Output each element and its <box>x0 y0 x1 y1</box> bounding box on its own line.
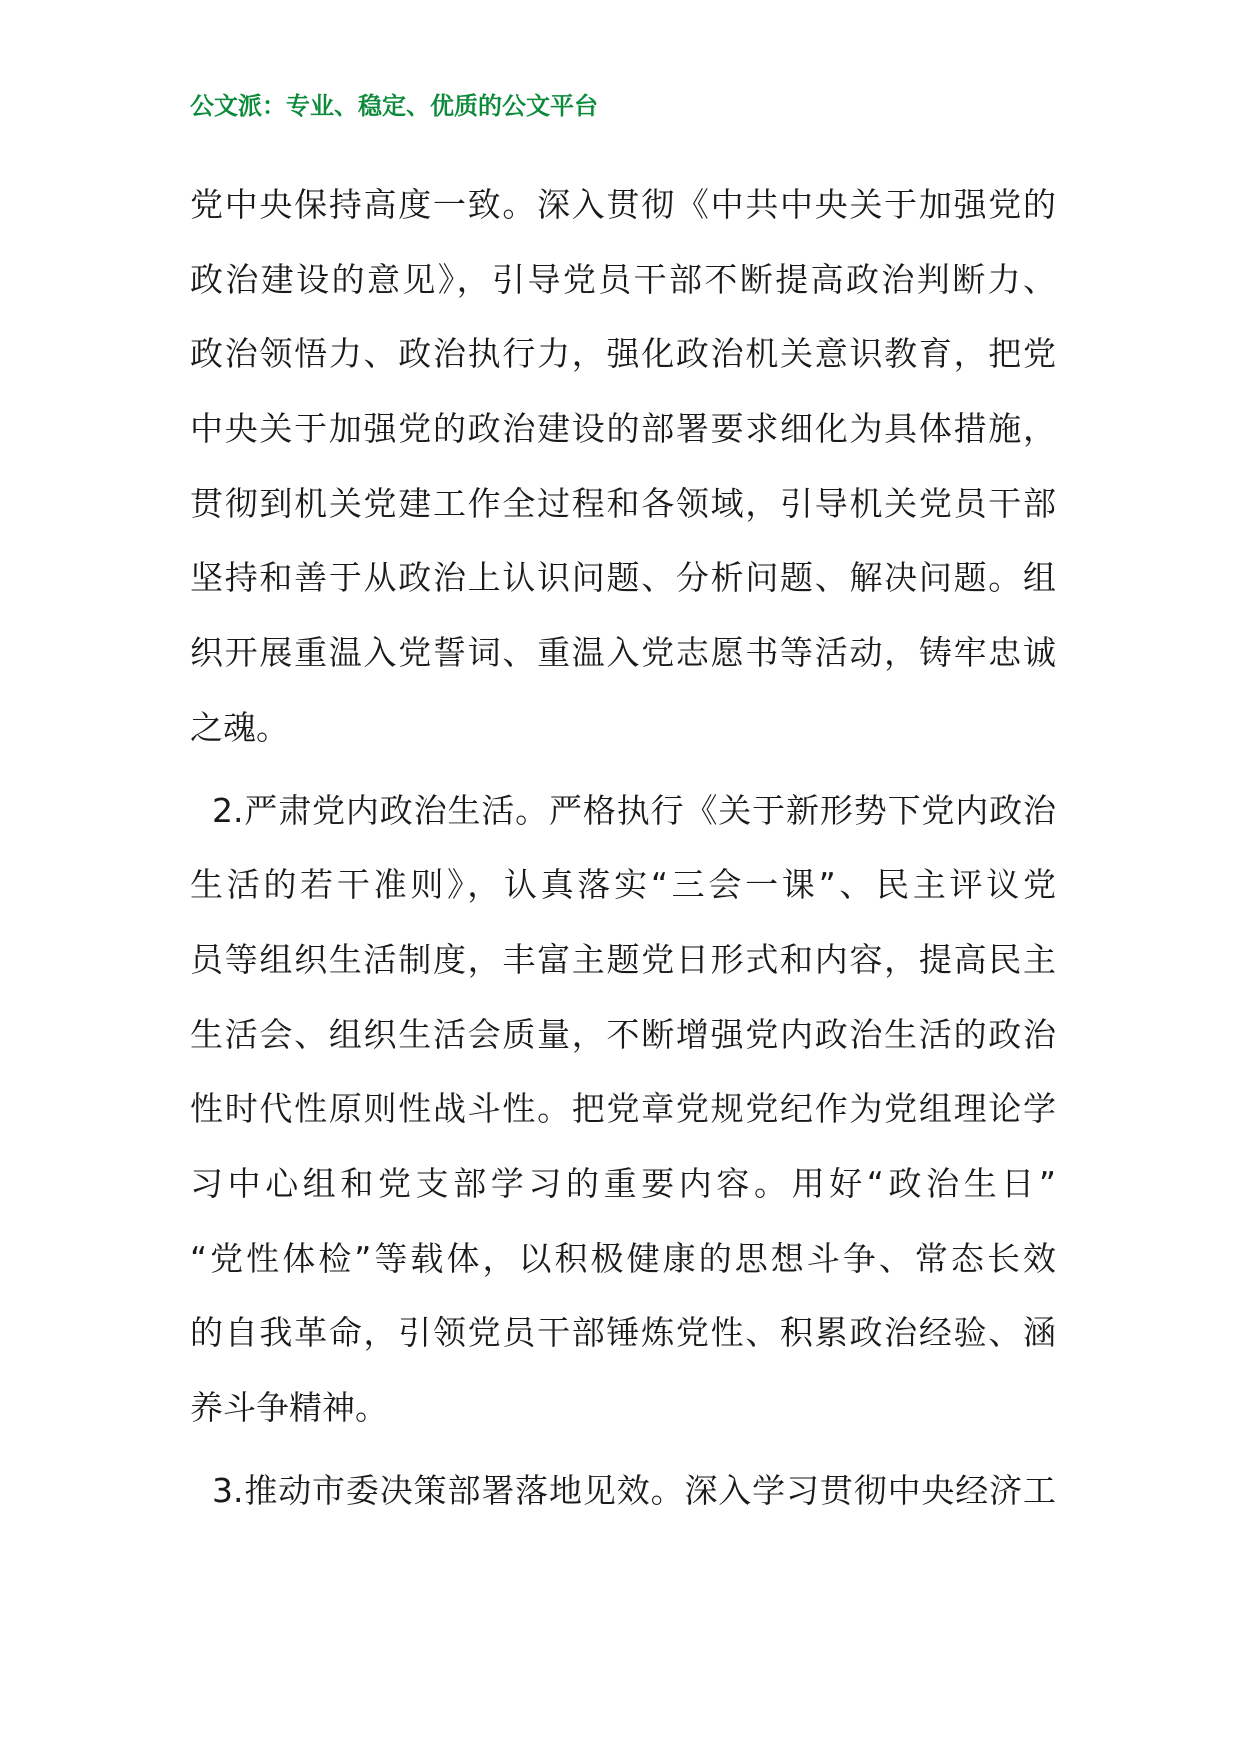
text-line: 的自我革命，引领党员干部锤炼党性、积累政治经验、涵 <box>190 1313 1056 1353</box>
header-watermark-text: 公文派：专业、稳定、优质的公文平台 <box>190 91 598 120</box>
text-line: 中央关于加强党的政治建设的部署要求细化为具体措施， <box>190 409 1056 449</box>
paragraph-1 <box>190 168 1056 766</box>
text-line: 党中央保持高度一致。深入贯彻《中共中央关于加强党的 <box>190 185 1056 224</box>
text-line: 坚持和善于从政治上认识问题、分析问题、解决问题。组 <box>190 558 1056 598</box>
body-text <box>190 168 1056 1528</box>
text-line: 员等组织生活制度，丰富主题党日形式和内容，提高民主 <box>190 939 1056 979</box>
paragraph-2 <box>190 774 1056 1446</box>
text-line: “党性体检”等载体，以积极健康的思想斗争、常态长效 <box>190 1238 1056 1278</box>
paragraph-3 <box>190 1454 1056 1529</box>
text-line: 2.严肃党内政治生活。严格执行《关于新形势下党内政治 <box>212 790 1056 830</box>
text-line: 生活会、组织生活会质量，不断增强党内政治生活的政治 <box>190 1014 1056 1054</box>
text-line: 政治领悟力、政治执行力，强化政治机关意识教育，把党 <box>190 334 1056 374</box>
text-line: 织开展重温入党誓词、重温入党志愿书等活动，铸牢忠诚 <box>190 633 1056 673</box>
text-line: 贯彻到机关党建工作全过程和各领域，引导机关党员干部 <box>190 483 1056 523</box>
text-line: 习中心组和党支部学习的重要内容。用好“政治生日” <box>190 1163 1056 1203</box>
text-line: 生活的若干准则》，认真落实“三会一课”、民主评议党 <box>190 865 1056 905</box>
text-line: 3.推动市委决策部署落地见效。深入学习贯彻中央经济工 <box>212 1470 1056 1510</box>
text-line: 之魂。 <box>190 707 289 747</box>
text-line: 政治建设的意见》，引导党员干部不断提高政治判断力、 <box>190 259 1056 299</box>
text-line: 性时代性原则性战斗性。把党章党规党纪作为党组理论学 <box>190 1089 1056 1129</box>
text-line: 养斗争精神。 <box>190 1388 388 1427</box>
